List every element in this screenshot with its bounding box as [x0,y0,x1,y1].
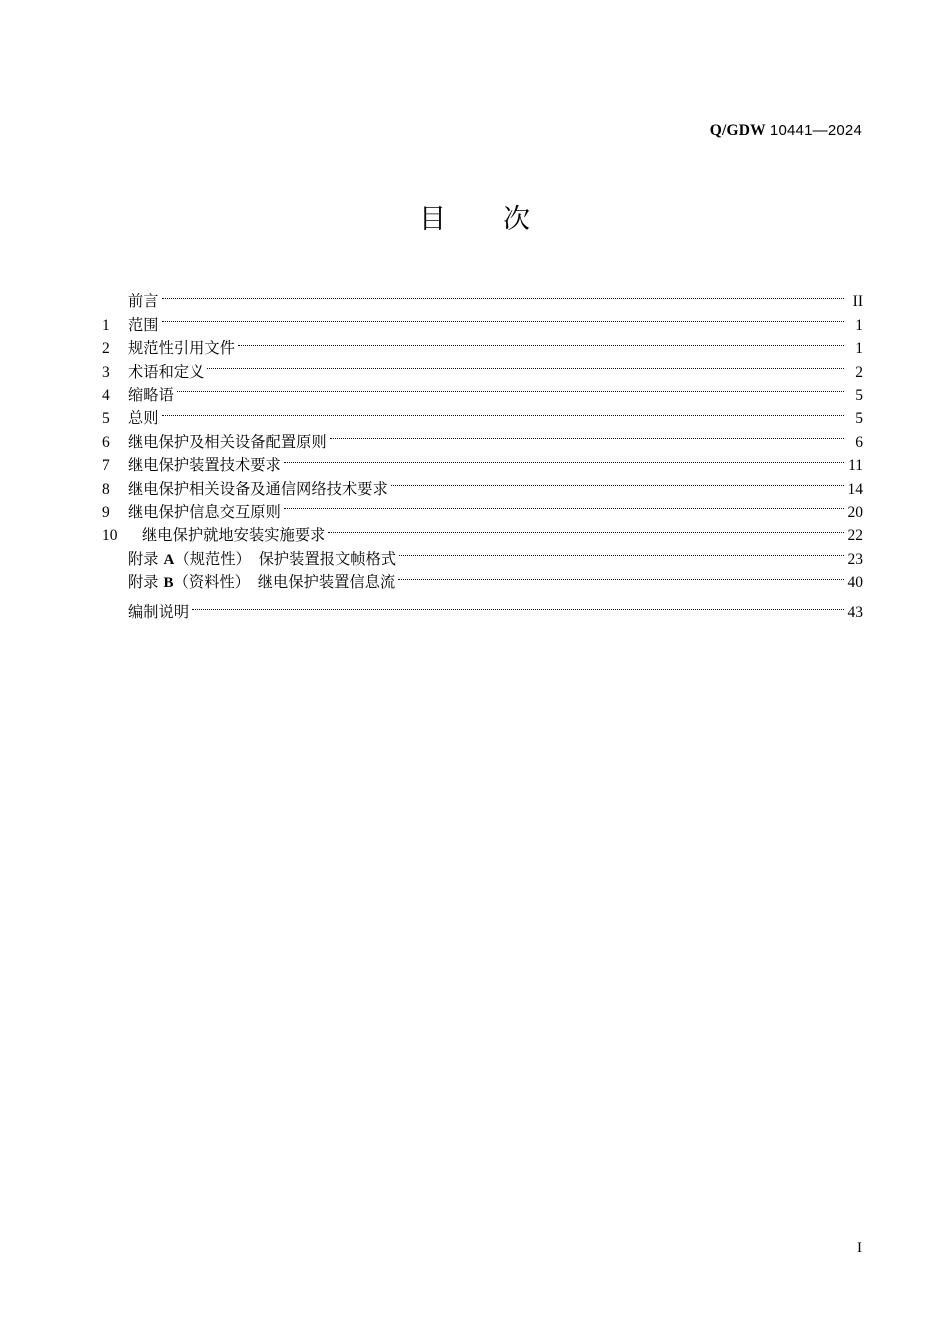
toc-entry[interactable] [102,377,863,404]
page-folio: I [857,1240,862,1256]
toc-entry-number: 9 [102,503,110,521]
toc-entry-page-number: 5 [855,386,863,404]
toc-entry-label: 规范性引用文件 [128,339,236,358]
toc-label-prefix: 附录 [128,573,159,592]
toc-dot-leader [162,306,844,329]
toc-entry-page-number: II [852,293,863,311]
toc-entry-page-number: 1 [855,340,863,358]
toc-label-suffix: （规范性） 保护装置报文帧格式 [174,549,397,568]
toc-dot-leader [398,564,844,587]
toc-entry-label: 继电保护装置技术要求 [128,456,281,475]
toc-entry-number: 4 [102,386,110,404]
toc-label-letter: A [163,551,175,568]
toc-entry-page-number: 5 [855,410,863,428]
toc-entry-label: 前言 [128,292,159,311]
toc-entry-page-number: 43 [847,604,863,622]
toc-entry-label: 继电保护及相关设备配置原则 [128,432,327,451]
toc-entry-number: 1 [102,316,110,334]
table-of-contents [102,283,863,622]
toc-entry-label: 继电保护就地安装实施要求 [142,526,326,545]
toc-entry-label [128,571,395,595]
toc-entry[interactable] [102,594,863,622]
toc-dot-leader [328,517,844,540]
toc-entry-page-number: 1 [855,316,863,334]
document-header [88,122,862,141]
toc-entry[interactable] [102,306,863,334]
toc-entry-page-number: 11 [848,457,863,475]
toc-entry-number: 2 [102,340,110,358]
page-title: 目 次 [419,204,531,235]
toc-entry[interactable] [102,330,863,358]
toc-dot-leader [192,594,844,617]
toc-entry-number: 5 [102,410,110,428]
toc-entry-page-number: 20 [847,503,863,521]
toc-entry-label: 继电保护信息交互原则 [128,502,281,521]
toc-entry-page-number: 40 [847,574,863,592]
toc-entry[interactable] [102,400,863,428]
toc-entry-page-number: 22 [847,527,863,545]
toc-entry-page-number: 2 [855,363,863,381]
toc-dot-leader [330,423,844,446]
toc-dot-leader [284,447,844,470]
toc-label-suffix: （资料性） 继电保护装置信息流 [173,573,396,592]
toc-label-prefix: 附录 [128,549,159,568]
toc-entry-page-number: 14 [847,480,863,498]
toc-entry-label: 术语和定义 [128,362,205,381]
toc-dot-leader [162,283,844,306]
toc-entry-number: 10 [102,527,118,545]
standard-number: 10441—2024 [769,122,862,139]
toc-entry-number: 7 [102,457,110,475]
toc-label-letter: B [163,575,174,592]
toc-entry-number: 3 [102,363,110,381]
toc-entry-number: 8 [102,480,110,498]
toc-entry-page-number: 23 [847,550,863,568]
toc-entry-page-number: 6 [855,433,863,451]
toc-dot-leader [284,494,844,517]
toc-entry-label: 缩略语 [128,385,174,404]
toc-dot-leader [399,540,844,563]
toc-dot-leader [391,470,844,493]
toc-entry-label [128,548,396,572]
toc-dot-leader [207,353,844,376]
toc-entry-number: 6 [102,433,110,451]
toc-entry[interactable] [102,283,863,311]
toc-entry[interactable] [102,423,863,451]
toc-entry-label: 编制说明 [128,603,190,622]
toc-dot-leader [238,330,844,353]
toc-dot-leader [177,377,844,400]
toc-entry-label: 继电保护相关设备及通信网络技术要求 [128,479,388,498]
toc-entry-label: 总则 [128,409,159,428]
toc-entry-label: 范围 [128,315,159,334]
toc-entry[interactable] [102,353,863,381]
standard-code: Q/GDW [709,122,766,139]
toc-dot-leader [162,400,844,423]
